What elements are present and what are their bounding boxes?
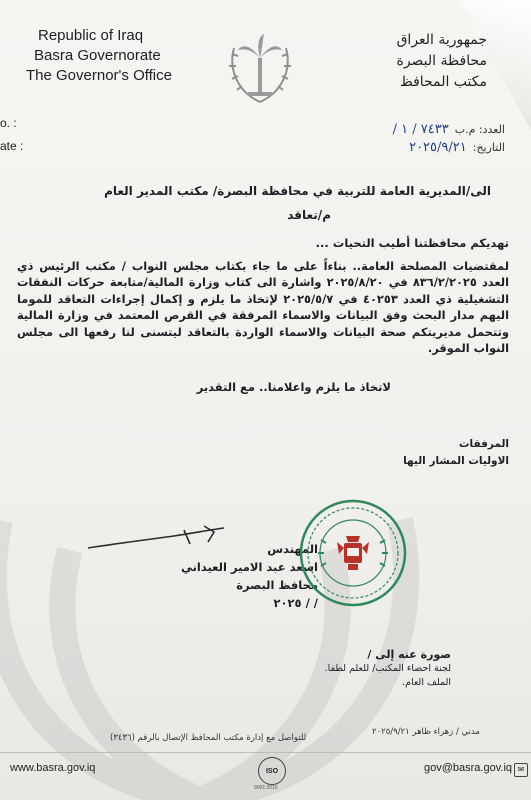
header-ar-office: مكتب المحافظ	[399, 74, 487, 90]
iso-logo-icon: ISO	[258, 757, 286, 785]
signer-position: محافظ البصرة	[236, 578, 318, 592]
attachments-item: الاوليات المشار اليها	[403, 455, 509, 467]
signer-name: اسعد عبد الامير العيداني	[180, 560, 318, 574]
number-value: ٧٤٣٣ / ١ /	[392, 122, 449, 137]
number-label-en: o. :	[0, 116, 17, 130]
contact-note: للتواصل مع إدارة مكتب المحافظ الإتصال بالرقم (٣٤٣٦)	[110, 733, 307, 743]
number-label-ar: العدد: م.ب	[454, 123, 505, 136]
official-stamp	[298, 498, 408, 608]
header-governorate: Basra Governorate	[34, 47, 161, 64]
addressee: الى/المديرية العامة للتربية في محافظة البصرة/ مكتب المدير العام	[104, 184, 491, 198]
footer-email[interactable]: gov@basra.gov.iq	[424, 762, 513, 774]
header-country: Republic of Iraq	[38, 27, 144, 44]
signature-block	[168, 540, 318, 612]
meta-right	[393, 121, 505, 157]
meta-left	[0, 112, 23, 158]
letter-body: لمقتضيات المصلحة العامة.. بناءاً على ما جاء بكتاب مجلس النواب / مكتب الرئيس ذي العدد ٨٣٦/٢/٢٠٢٥ في ٢٠٢٥/٨/٢٠ واشارة الى كتاب وزارة المالية/متابعة حركات النفقات التشغيلية ذي العدد ٤٠٢٥٣ في ٢٠٢٥/٥/٧ لإتخاذ ما يلزم و إكمال إجراءات التعاقد للموما اليهم مدار البحث وفق البيانات والاسماء المرفقة في القرص المعتمد في وزارة المالية وتتحمل مديريتكم صحة البيانات والاسماء الواردة بالتعاقد ليتسنى لنا رفعها الى مجلس النواب الموقر.	[17, 259, 509, 356]
closing: لاتخاذ ما يلزم واعلامنا.. مع التقدير	[196, 380, 391, 394]
subject: م/تعاقد	[287, 208, 331, 222]
palm-emblem-icon	[220, 30, 300, 110]
header-english	[26, 26, 172, 86]
reference-date	[393, 139, 505, 157]
copy-to-block	[325, 648, 451, 690]
header-arabic	[396, 30, 487, 93]
copy-to-line-2: الملف العام.	[402, 677, 451, 688]
footer-website[interactable]: www.basra.gov.iq	[10, 762, 96, 774]
iso-certificate: 9001:2015	[254, 785, 278, 791]
attachments-label: المرفقات	[458, 438, 509, 450]
reference-number	[393, 121, 505, 139]
header-ar-country: جمهورية العراق	[396, 32, 487, 48]
header-office: The Governor's Office	[26, 67, 172, 84]
mail-icon: ✉	[514, 763, 528, 777]
header-ar-governorate: محافظة البصرة	[396, 53, 487, 69]
attachments	[403, 436, 509, 470]
date-label-en: ate :	[0, 139, 24, 153]
typist-note: مدني / زهراء ظاهر ٢٠٢٥/٩/٢١	[372, 727, 480, 737]
greeting: تهديكم محافظتنا أطيب التحيات ...	[315, 236, 509, 250]
signer-title: المهندس	[267, 542, 318, 556]
copy-to-line-1: لجنة احصاء المكتب/ للعلم لطفا.	[324, 663, 451, 674]
footer-divider	[0, 752, 531, 753]
date-value: ٢٠٢٥/٩/٢١	[409, 140, 467, 155]
copy-to-title: صورة عنه إلى /	[367, 648, 451, 661]
signature-date: / / ٢٠٢٥	[273, 596, 318, 610]
date-label-ar: التاريخ:	[472, 141, 505, 154]
